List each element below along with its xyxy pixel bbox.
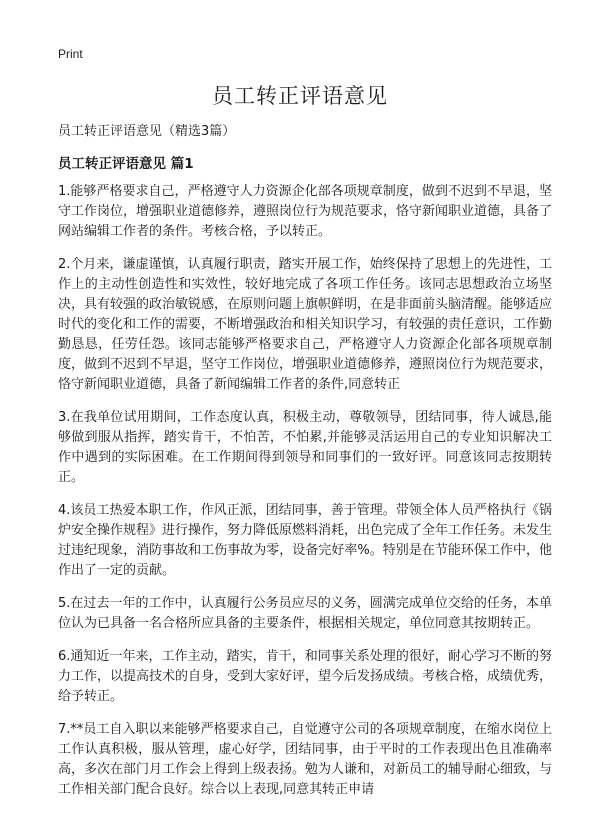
article-body	[58, 182, 552, 813]
paragraph-5: 5.在过去一年的工作中，认真履行公务员应尽的义务，圆满完成单位交给的任务，本单位认为已具备一名合格所应具备的主要条件，根据相关规定，单位同意其按期转正。	[58, 596, 552, 631]
document-subtitle: 员工转正评语意见（精选3篇）	[58, 124, 236, 139]
section-heading: 员工转正评语意见 篇1	[58, 156, 194, 172]
paragraph-7: 7.**员工自入职以来能够严格要求自己，自觉遵守公司的各项规章制度，在缩水岗位上工作认真积极，服从管理，虚心好学，团结同事，由于平时的工作表现出色且准确率高，多次在部门月工作会上得到上级表扬。勉为人谦和，对新员工的辅导耐心细致，与工作相关部门配合良好。综合以上表现,同意其转正申请	[58, 722, 553, 797]
paragraph-6: 6.通知近一年来，工作主动，踏实，肯干，和同事关系处理的很好，耐心学习不断的努力工作，以提高技术的自身，受到大家好评，望今后发扬成绩。考核合格，成绩优秀，给予转正。	[58, 649, 553, 704]
paragraph-4: 4.该员工热爱本职工作，作风正派，团结同事，善于管理。带领全体人员严格执行《锅炉安全操作规程》进行操作，努力降低原燃料消耗，出色完成了全年工作任务。未发生过违纪现象，消防事故和工伤事故为零，设备完好率%。特别是在节能环保工作中，他作出了一定的贡献。	[58, 503, 553, 578]
print-link[interactable]: Print	[58, 47, 83, 61]
paragraph-2: 2.个月来，谦虚谨慎，认真履行职责，踏实开展工作，始终保持了思想上的先进性，工作上的主动性创造性和实效性，较好地完成了各项工作任务。该同志思想政治立场坚决，具有较强的政治敏锐感，在原则问题上旗帜鲜明，在是非面前头脑清醒。能够适应时代的变化和工作的需要，不断增强政治和相关知识学习，有较强的责任意识，工作勤勤恳恳，任劳任怨。该同志能够严格要求自己，严格遵守人力资源企化部各项规章制度，做到不迟到不早退，坚守工作岗位，增强职业道德修养，遵照岗位行为规范要求，恪守新闻职业道德，具备了新闻编辑工作者的条件,同意转正	[58, 257, 553, 392]
paragraph-1: 1.能够严格要求自己，严格遵守人力资源企化部各项规章制度，做到不迟到不早退，坚守工作岗位，增强职业道德修养，遵照岗位行为规范要求，恪守新闻职业道德，具备了网站编辑工作者的条件。考核合格，予以转正。	[58, 184, 553, 239]
page-title: 员工转正评语意见	[212, 84, 388, 108]
paragraph-3: 3.在我单位试用期间，工作态度认真，积极主动，尊敬领导，团结同事，待人诚恳,能够做到服从指挥，踏实肯干，不怕苦，不怕累,并能够灵活运用自己的专业知识解决工作中遇到的实际困难。在工作期间得到领导和同事们的一致好评。同意该同志按期转正。	[58, 410, 552, 485]
